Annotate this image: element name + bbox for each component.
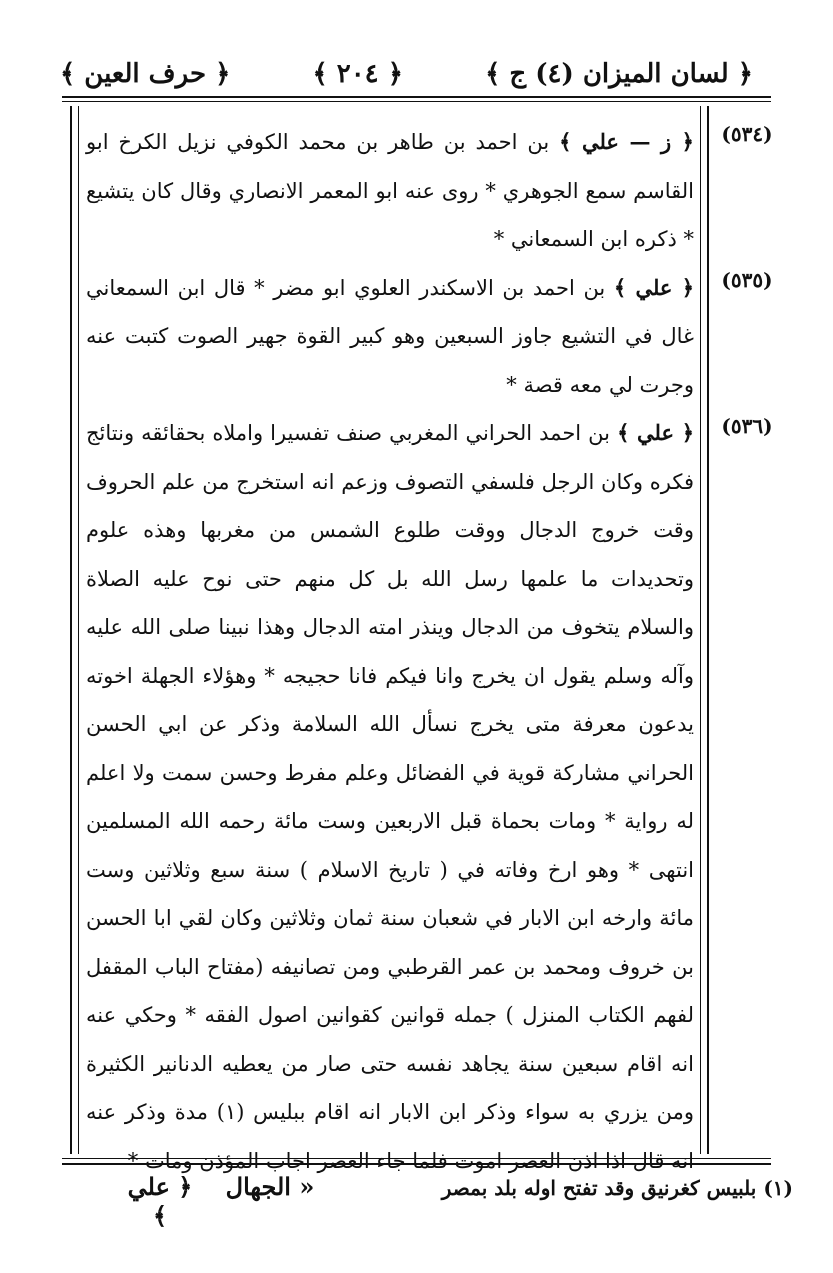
footnote: (١) بلبيس كغرنيق وقد تفتح اوله بلد بمصر xyxy=(441,1176,793,1200)
entry-number: (٥٣٦) xyxy=(721,414,773,438)
catchword: « الجهال xyxy=(225,1172,315,1201)
frame-line-left xyxy=(70,106,72,1154)
footer-rule xyxy=(62,1163,771,1165)
frame-line-right-inner xyxy=(700,106,701,1154)
entry-536 xyxy=(86,409,694,1185)
header-rule-thin xyxy=(62,101,771,102)
running-header xyxy=(60,52,753,96)
frame-line-left-inner xyxy=(78,106,79,1154)
entry-number: (٥٣٥) xyxy=(721,268,773,292)
entry-body: بن احمد بن الاسكندر العلوي ابو مضر * قال ابن السمعاني غال في التشيع جاوز السبعين وهو كبير القوة جهير الصوت كتبت عنه وجرت لي معه قصة * xyxy=(86,275,694,397)
header-page-number: ﴿ ٢٠٤ ﴾ xyxy=(312,59,403,89)
entry-body: بن احمد بن طاهر بن محمد الكوفي نزيل الكرخ ابو القاسم سمع الجوهري * روى عنه ابو المعمر الانصاري وقال كان يتشيع * ذكره ابن السمعاني * xyxy=(86,130,694,251)
header-section-title: ﴿ حرف العين ﴾ xyxy=(60,59,231,89)
entry-heading: ﴿ علي ﴾ xyxy=(613,274,695,300)
entry-535 xyxy=(86,264,694,410)
footer-rule-thin xyxy=(62,1158,771,1159)
header-book-title: ﴿ لسان الميزان (٤) ج ﴾ xyxy=(485,59,753,89)
signature-mark: ﴿ علي ﴾ xyxy=(127,1172,193,1230)
entry-body: بن احمد الحراني المغربي صنف تفسيرا واملاه بحقائقه ونتائج فكره وكان الرجل فلسفي التصوف وزعم انه استخرج من علم الحروف وقت خروج الدجال ووقت طلوع الشمس من مغربها وهذه علوم وتحديدات ما علمها رسل الله بل كل منهم حتى نوح عليه الصلاة والسلام يتخوف من الدجال وينذر امته الدجال وهذا نبينا صلى الله عليه وآله وسلم يقول ان يخرج وانا فيكم فانا حجيجه * وهؤلاء الجهلة اخوته يدعون معرفة متى يخرج نسأل الله السلامة وذكر عن ابي الحسن الحراني مشاركة قوية في الفضائل وعلم مفرط وحسن سمت ولا اعلم له رواية * ومات بحماة قبل الاربعين وست مائة رحمه الله المسلمين انتهى * وهو ارخ وفاته في ( تاريخ الاسلام ) سنة سبع وثلاثين وست مائة وارخه ابن الابار في شعبان سنة ثمان وثلاثين وكان لقي ابا الحسن بن خروف ومحمد بن عمر القرطبي ومن تصانيفه (مفتاح الباب المقفل لفهم الكتاب المنزل ) جمله قوانين كقوانين اصول الفقه * وحكي عنه انه اقام سبعين سنة يجاهد نفسه حتى صار من يعطيه الدنانير الكثيرة ومن يزري به سواء وذكر ابن الابار انه اقام ببليس (١) مدة وذكر عنه انه قال اذا اذن العصر اموت فلما جاء العصر اجاب المؤذن ومات * xyxy=(86,421,694,1173)
main-text xyxy=(86,118,694,1185)
entry-heading: ﴿ علي ﴾ xyxy=(617,420,695,445)
entry-number: (٥٣٤) xyxy=(721,122,773,146)
header-rule xyxy=(62,96,771,98)
entry-heading: ﴿ ز — علي ﴾ xyxy=(559,129,694,154)
frame-line-right xyxy=(707,106,709,1154)
entry-534 xyxy=(86,118,694,264)
